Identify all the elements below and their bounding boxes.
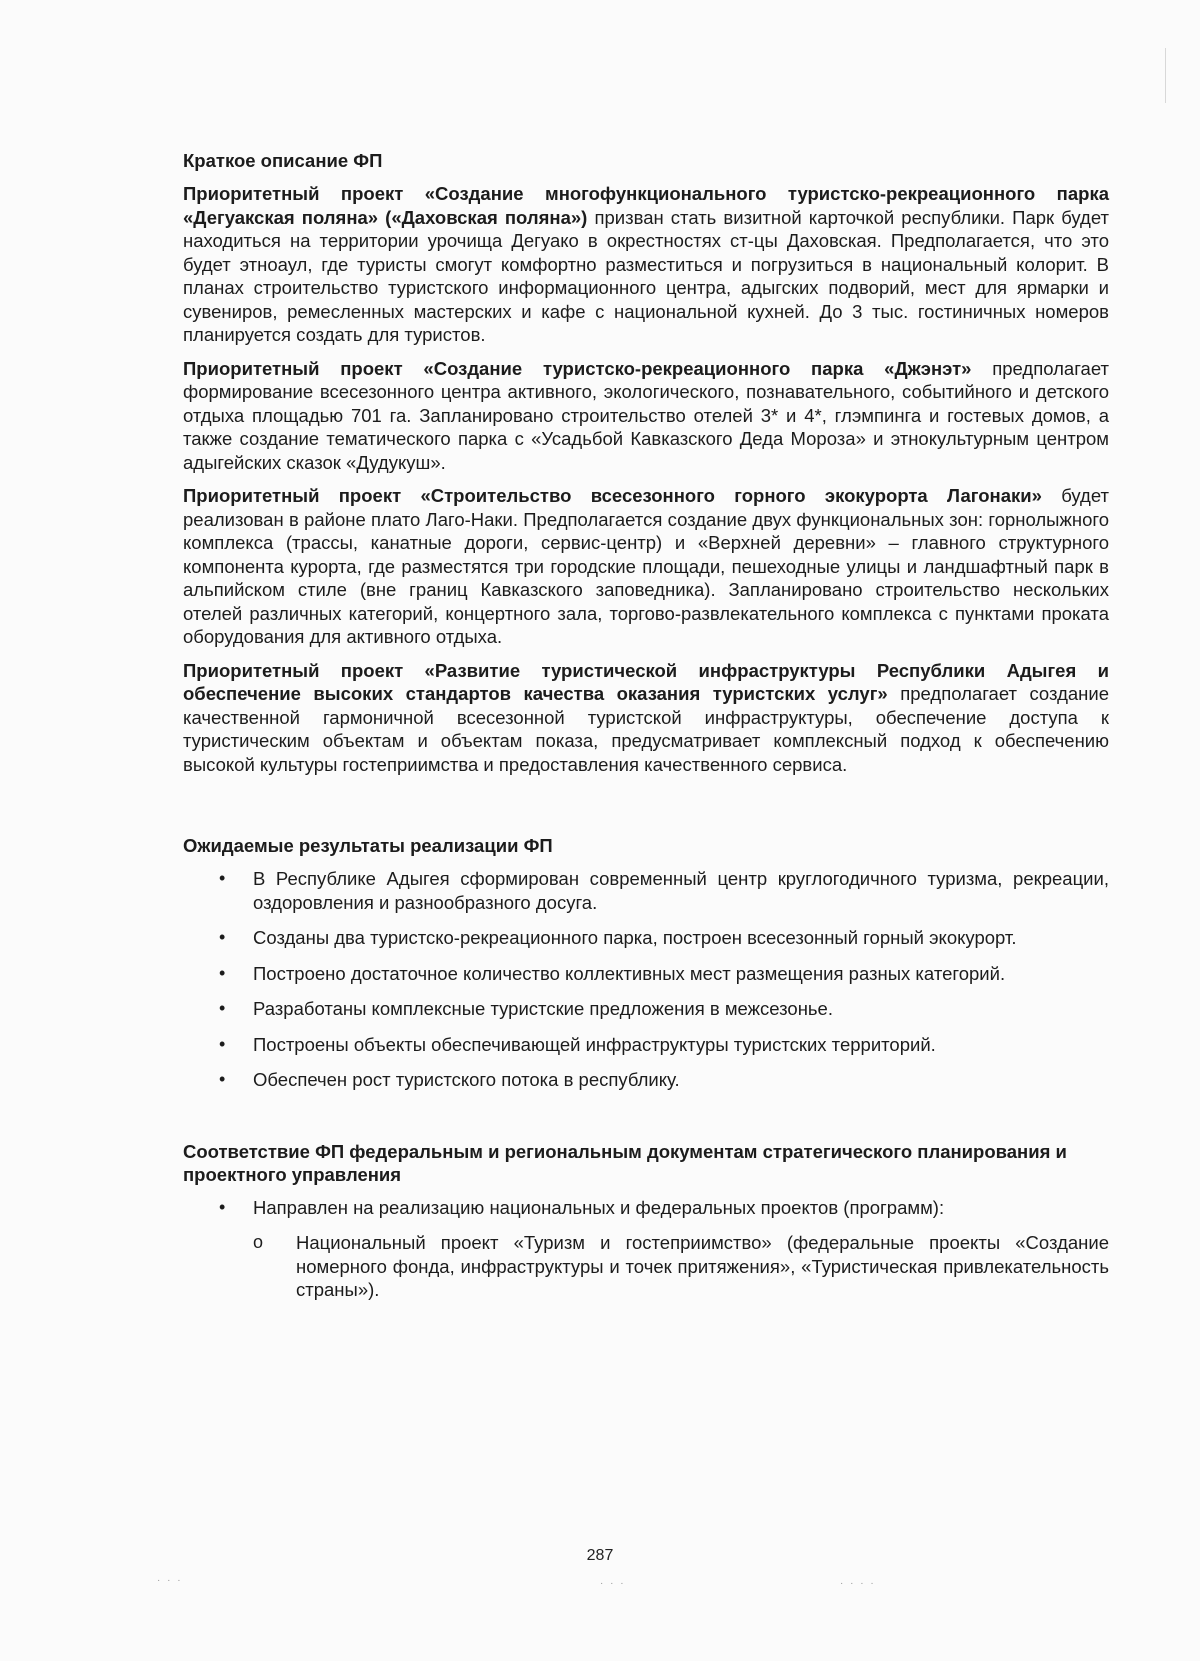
paragraph-lagonaki-resort — [183, 484, 1109, 649]
compliance-list — [183, 1196, 1109, 1302]
list-item: • Направлен на реализацию национальных и федеральных проектов (программ): o Национальный проект «Туризм и гостеприимство» (федеральные проекты «Создание номерного фонда, инфраструктуры и точек притяжения», «Туристическая привлекательность страны»). — [219, 1196, 1109, 1300]
scan-speck: · · · — [600, 1578, 626, 1589]
summary-heading: Краткое описание ФП — [183, 150, 383, 171]
paragraph-text: призван стать визитной карточкой республики. Парк будет находиться на территории урочища Дегуако в окрестностях ст-цы Даховская. Предполагается, что это будет этноаул, где туристы смогут комфортно разместиться и погрузиться в национальный колорит. В планах строительство туристского информационного центра, адыгских подворий, мест для ярмарки и сувениров, ремесленных мастерских и кафе с национальной кухней. До 3 тыс. гостиничных номеров планируется создать для туристов. — [183, 206, 1109, 345]
results-heading: Ожидаемые результаты реализации ФП — [183, 835, 553, 856]
bullet-icon: • — [219, 1069, 226, 1089]
bullet-icon: • — [219, 962, 226, 983]
paragraph-text: предполагает формирование всесезонного центра активного, экологического, познавательного, событийного и детского отдыха площадью 701 га. Запланировано строительство отелей 3* и 4*, глэмпинга и гостевых домов, а также создание тематического парка с «Усадьбой Кавказского Деда Мороза» и этнокультурным центром адыгейских сказок «Дудукуш». — [183, 357, 1109, 473]
results-list — [183, 867, 1109, 1092]
list-item: • Разработаны комплексные туристские предложения в межсезонье. — [219, 998, 833, 1019]
section-gap — [183, 1104, 1109, 1140]
bullet-icon: • — [219, 1196, 226, 1217]
list-item: • Построено достаточное количество коллективных мест размещения разных категорий. — [219, 962, 1006, 984]
bullet-icon: • — [219, 998, 226, 1018]
project-title: Приоритетный проект «Строительство всесезонного горного экокурорта Лагонаки» — [183, 485, 1042, 506]
paragraph-degua-park — [183, 182, 1109, 347]
scan-speck: · · · · — [840, 1578, 876, 1589]
paragraph-infrastructure — [183, 659, 1109, 777]
paragraph-text: будет реализован в районе плато Лаго-Наки. Предполагается создание двух функциональных зон: горнолыжного комплекса (трассы, канатные дороги, сервис-центр) и «Верхней деревни» – главного структурного компонента курорта, где разместятся три городские площади, пешеходные улицы и ландшафтный парк в альпийском стиле (вне границ Кавказского заповедника). Запланировано строительство нескольких отелей различных категорий, концертного зала, торгово-развлекательного комплекса с пунктами проката оборудования для активного отдыха. — [183, 485, 1109, 647]
sublist-item: o Национальный проект «Туризм и гостеприимство» (федеральные проекты «Создание номерного фонда, инфраструктуры и точек притяжения», «Туристическая привлекательность страны»). — [253, 1232, 1109, 1300]
scan-artifact — [1165, 48, 1166, 103]
project-title: Приоритетный проект «Развитие туристической инфраструктуры Республики Адыгея и обеспечение высоких стандартов качества оказания туристских услуг» — [183, 659, 1109, 704]
compliance-heading: Соответствие ФП федеральным и региональным документам стратегического планирования и проектного управления — [183, 1140, 1067, 1185]
list-item: • Построены объекты обеспечивающей инфраструктуры туристских территорий. — [219, 1033, 936, 1055]
bullet-icon: • — [219, 927, 226, 947]
compliance-sublist — [253, 1231, 1109, 1302]
page-number: 287 — [586, 1547, 614, 1564]
list-item: • В Республике Адыгея сформирован современный центр круглогодичного туризма, рекреации, оздоровления и разнообразного досуга. — [219, 868, 1109, 913]
section-gap — [183, 786, 1109, 834]
list-item: • Обеспечен рост туристского потока в республику. — [219, 1069, 680, 1090]
bullet-icon: • — [219, 868, 226, 888]
paragraph-text: предполагает создание качественной гармоничной всесезонной туристской инфраструктуры, обеспечение доступа к туристическим объектам и объектам показа, предусматривает комплексный подход к обеспечению высокой культуры гостеприимства и предоставления качественного сервиса. — [183, 683, 1110, 775]
paragraph-jenet-park — [183, 357, 1109, 475]
project-title: Приоритетный проект «Создание туристско-рекреационного парка «Джэнэт» — [183, 357, 972, 379]
list-item: • Созданы два туристско-рекреационного парка, построен всесезонный горный экокурорт. — [219, 927, 1017, 948]
project-title: Приоритетный проект «Создание многофункционального туристско-рекреационного парка «Дегуакская поляна» («Даховская поляна») — [183, 183, 1109, 228]
page-content — [183, 149, 1109, 1314]
scan-speck: · · · — [157, 1575, 183, 1586]
circle-bullet-icon: o — [253, 1232, 264, 1252]
bullet-icon: • — [219, 1033, 226, 1054]
